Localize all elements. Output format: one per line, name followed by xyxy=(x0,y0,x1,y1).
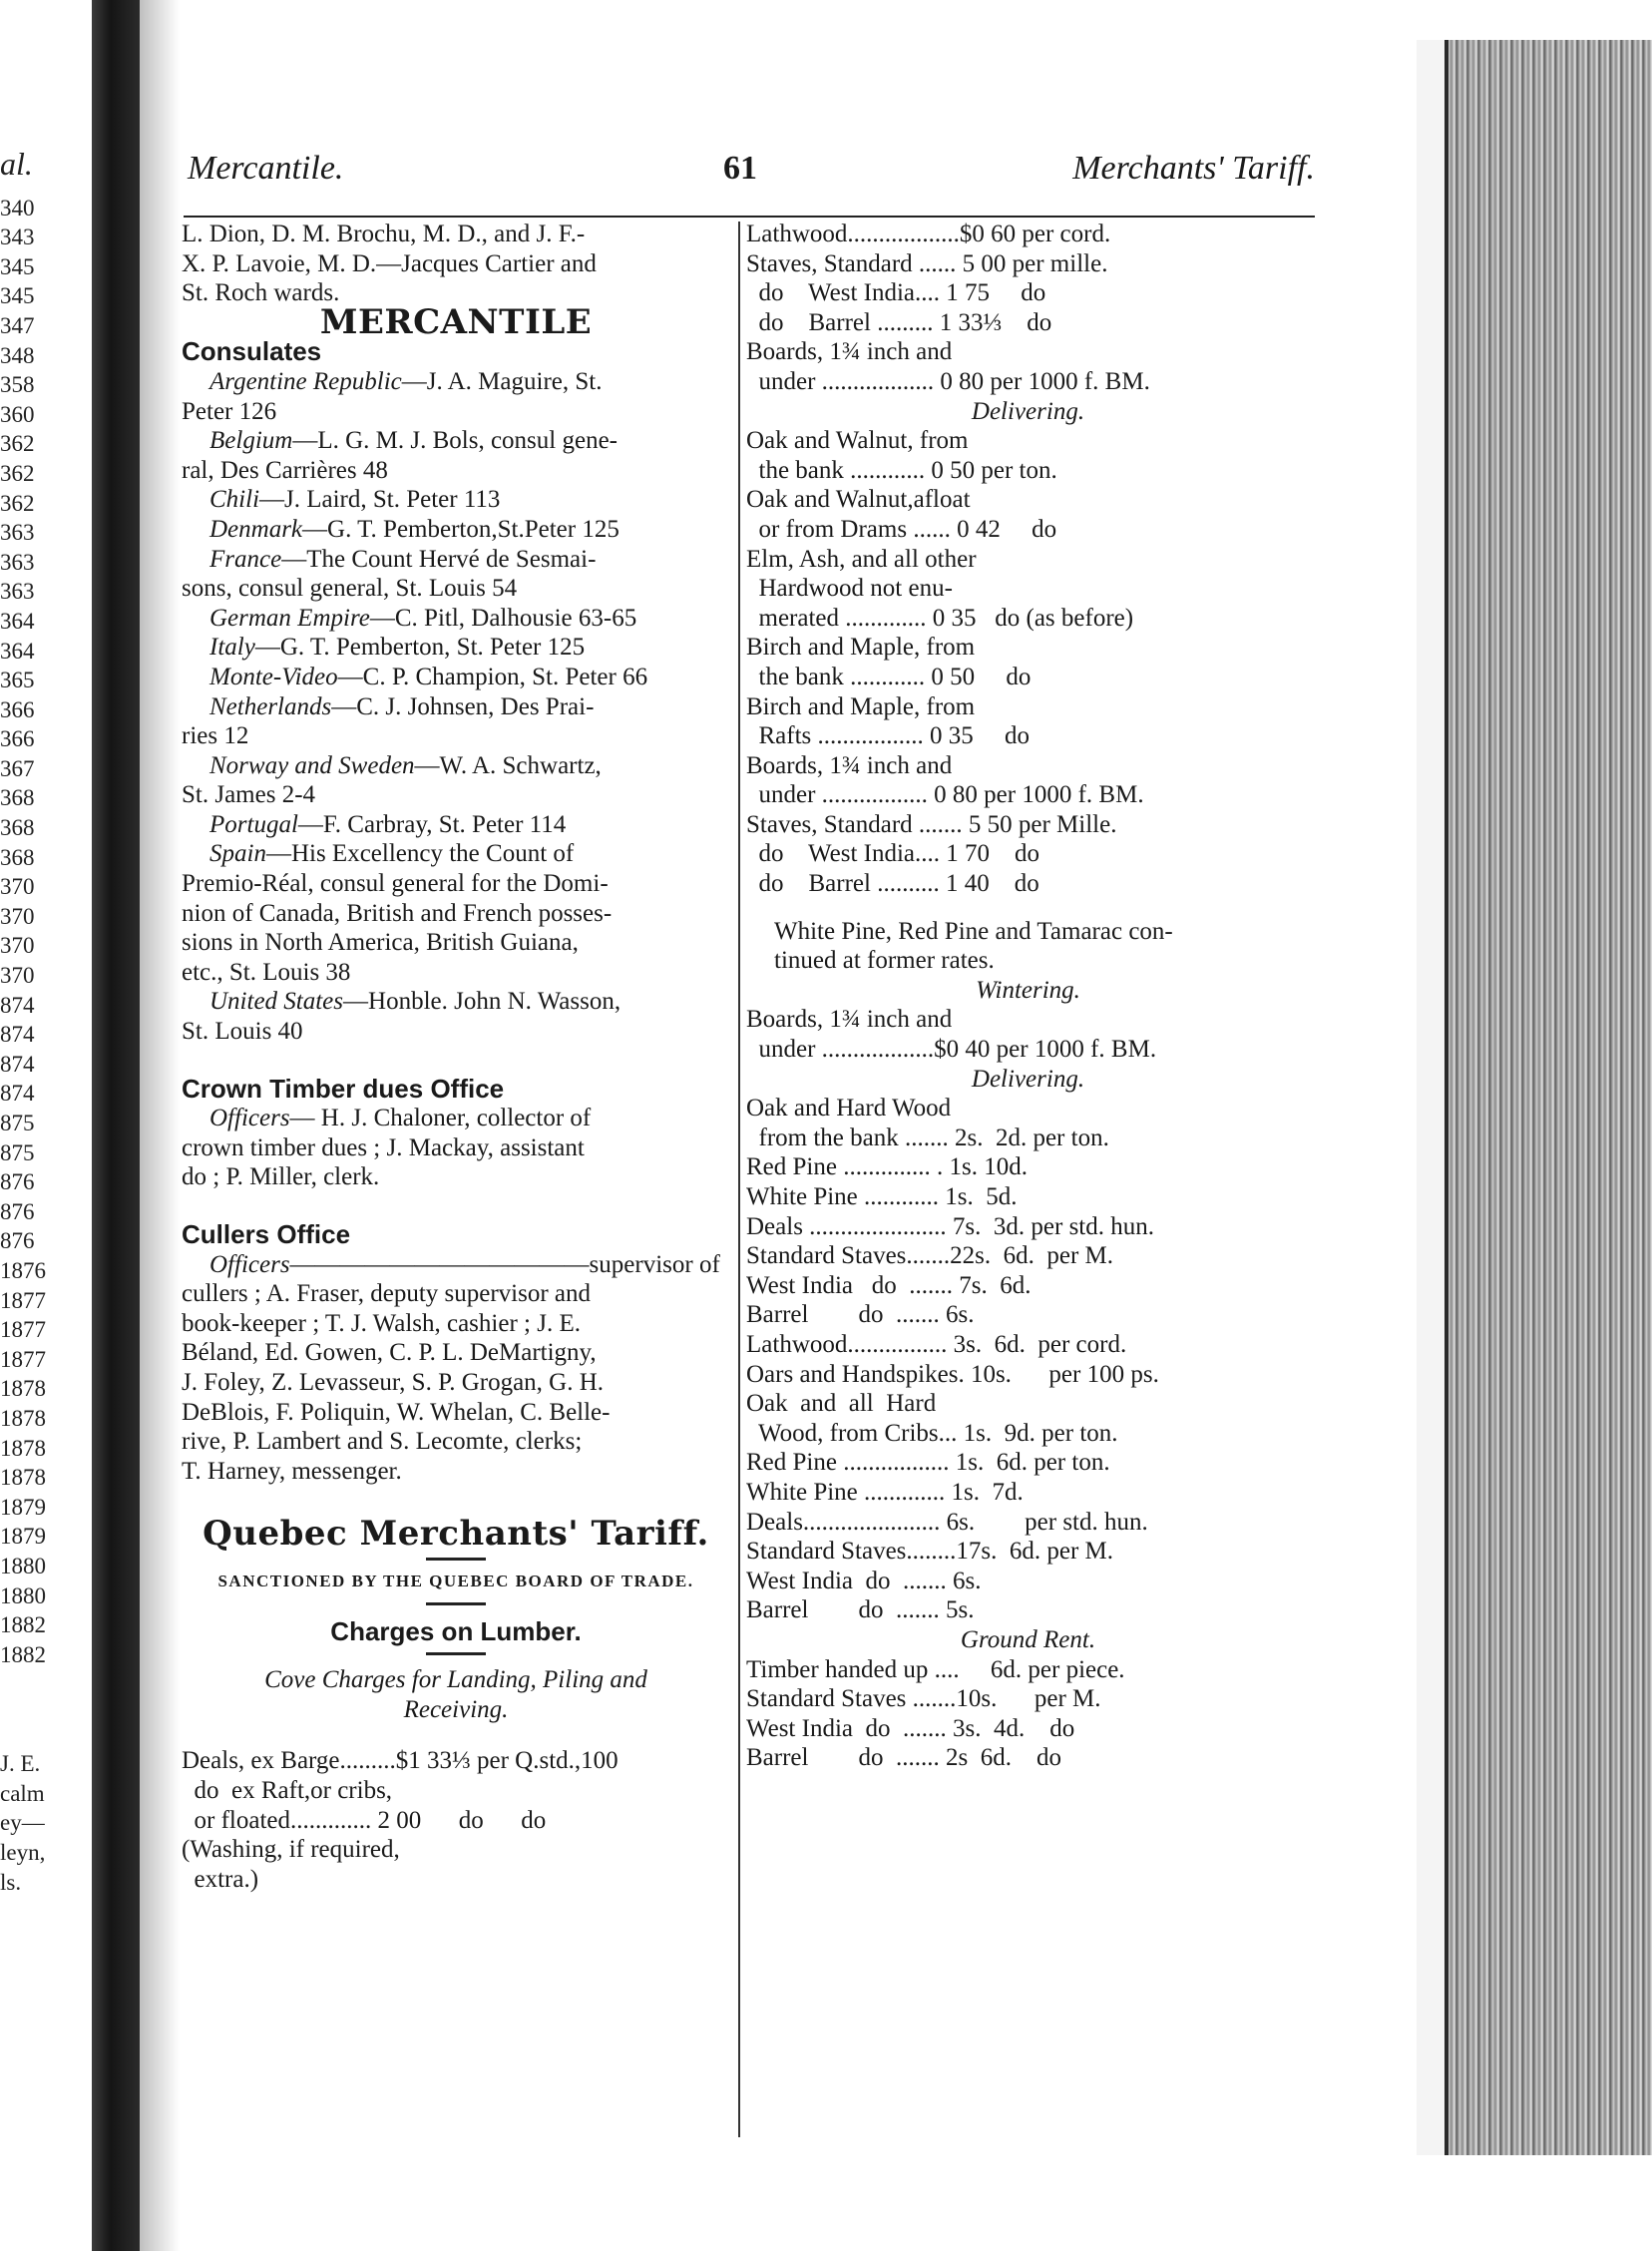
consulate-entry-text: —His Excellency the Count of xyxy=(265,840,575,868)
prev-page-number: 340 xyxy=(0,195,35,221)
prev-page-number: 1878 xyxy=(0,1405,46,1431)
page-number: 61 xyxy=(723,150,757,187)
pine-note xyxy=(746,917,1310,976)
consulate-entry-label: Chili xyxy=(209,486,260,514)
crown-timber-heading: Crown Timber dues Office xyxy=(182,1073,505,1104)
rate-row: Boards, 1¾ inch and xyxy=(746,751,953,779)
header-rule xyxy=(184,216,1315,218)
prev-page-number: 370 xyxy=(0,874,35,900)
rate-row: under ................. 0 80 per 1000 f. BM. xyxy=(746,781,1144,809)
prev-page-number: 370 xyxy=(0,963,35,989)
rate-row: merated ............. 0 35 do (as before) xyxy=(746,604,1134,632)
consulate-entry-label: Netherlands xyxy=(209,692,332,720)
crown-officer-line xyxy=(182,1104,730,1133)
crown-officer-line-text: crown timber dues ; J. Mackay, assistant xyxy=(182,1133,585,1161)
book-spine-shadow xyxy=(92,0,140,2251)
consulate-entry-label: Portugal xyxy=(209,810,298,838)
consulate-entry xyxy=(182,515,730,545)
consulate-entry-text: —J. Laird, St. Peter 113 xyxy=(259,486,501,514)
cullers-officer-line-text: J. Foley, Z. Levasseur, S. P. Grogan, G. H. xyxy=(182,1368,605,1396)
consulate-entry-label: Italy xyxy=(209,634,255,662)
rate-row: Red Pine .............. . 1s. 10d. xyxy=(746,1153,1028,1181)
cullers-officer-line-text: ————————————supervisor of xyxy=(289,1250,720,1278)
cullers-officer-line-text: Béland, Ed. Gowen, C. P. L. DeMartigny, xyxy=(182,1339,597,1367)
rate-row: Boards, 1¾ inch and xyxy=(746,1006,953,1034)
consulate-entry xyxy=(182,574,730,604)
prev-page-number: 1878 xyxy=(0,1376,46,1402)
prev-page-number: 876 xyxy=(0,1169,35,1195)
ground-rent-rates xyxy=(746,1655,1310,1773)
consulate-entry-text: —J. A. Maguire, St. xyxy=(401,367,603,395)
crown-officer-line-label: Officers xyxy=(209,1105,290,1132)
cove-row: Deals, ex Barge.........$1 33⅓ per Q.std.,100 xyxy=(182,1747,619,1775)
consulate-entry-text: —C. J. Johnsen, Des Prai- xyxy=(331,692,595,720)
rate-row: Red Pine ................. 1s. 6d. per ton. xyxy=(746,1449,1110,1477)
crown-officer-line-text: do ; P. Miller, clerk. xyxy=(182,1163,380,1191)
cullers-heading: Cullers Office xyxy=(182,1219,351,1249)
consulate-entry-text: sions in North America, British Guiana, xyxy=(182,929,579,957)
prev-page-number: 1877 xyxy=(0,1287,46,1313)
consulate-entry-text: ries 12 xyxy=(182,722,249,750)
rate-row: Oak and Hard Wood xyxy=(746,1095,952,1123)
intro-line: St. Roch wards. xyxy=(182,279,340,307)
consulate-entry-text: —C. Pitl, Dalhousie 63-65 xyxy=(369,604,637,632)
rate-row: Deals...................... 6s. per std. hun. xyxy=(746,1508,1148,1536)
cullers-officer-line xyxy=(182,1457,730,1487)
prev-page-number: 363 xyxy=(0,549,35,575)
cullers-officer-line xyxy=(182,1368,730,1398)
consulates-heading: Consulates xyxy=(182,336,322,367)
crown-officer-line xyxy=(182,1133,730,1163)
prev-page-number: 366 xyxy=(0,696,35,722)
prev-page-number: 366 xyxy=(0,726,35,752)
page-edges xyxy=(1445,40,1652,2155)
delivering-rates-2 xyxy=(746,1094,1310,1625)
prev-page-head: al. xyxy=(0,146,33,182)
delivering-heading-1: Delivering. xyxy=(971,397,1085,425)
rate-row: White Pine ............ 1s. 5d. xyxy=(746,1183,1018,1210)
prev-page-number: 1882 xyxy=(0,1612,46,1638)
prev-page-number: 370 xyxy=(0,903,35,929)
rate-row: Barrel do ....... 6s. xyxy=(746,1301,975,1329)
short-rule xyxy=(426,1602,486,1605)
consulate-entry xyxy=(182,899,730,929)
crown-officer-line-text: — H. J. Chaloner, collector of xyxy=(289,1105,592,1132)
rate-row: Lathwood..................$0 60 per cord. xyxy=(746,221,1111,247)
consulate-entry-text: —W. A. Schwartz, xyxy=(414,751,602,779)
prev-page-numbers xyxy=(0,194,60,1670)
consulate-entry-label: Norway and Sweden xyxy=(209,751,415,779)
rate-row: Wood, from Cribs... 1s. 9d. per ton. xyxy=(746,1419,1118,1447)
prev-page-tail-line: leyn, xyxy=(0,1840,46,1866)
prev-page-number: 367 xyxy=(0,755,35,781)
consulate-entry-text: St. Louis 40 xyxy=(182,1018,303,1046)
rate-row: under ..................$0 40 per 1000 f. BM. xyxy=(746,1036,1157,1064)
header-section: Mercantile. xyxy=(188,150,344,187)
cullers-officer-line xyxy=(182,1279,730,1309)
prev-page-tail xyxy=(0,1749,60,1897)
consulate-entry-text: —C. P. Champion, St. Peter 66 xyxy=(337,663,648,690)
delivering-rates-1 xyxy=(746,426,1310,899)
rate-row: do Barrel ......... 1 33⅓ do xyxy=(746,308,1052,336)
wintering-rates xyxy=(746,1005,1310,1064)
prev-page-number: 348 xyxy=(0,342,35,368)
consulate-entry-text: —F. Carbray, St. Peter 114 xyxy=(297,810,567,838)
consulate-entry xyxy=(182,633,730,663)
consulate-entry-text: —The Count Hervé de Sesmai- xyxy=(281,545,597,573)
consulate-entry xyxy=(182,1017,730,1047)
delivering-heading-2: Delivering. xyxy=(971,1065,1085,1093)
rate-row: Rafts ................. 0 35 do xyxy=(746,722,1031,750)
prev-page-number: 363 xyxy=(0,520,35,546)
prev-page-number: 368 xyxy=(0,785,35,811)
rate-row: the bank ............ 0 50 per ton. xyxy=(746,456,1057,484)
gutter-shadow xyxy=(140,0,180,2251)
prev-page-number: 345 xyxy=(0,283,35,309)
prev-page-number: 363 xyxy=(0,579,35,605)
sanctioned-line: SANCTIONED BY THE QUEBEC BOARD OF TRADE. xyxy=(217,1571,694,1590)
prev-page-tail-line: J. E. xyxy=(0,1751,41,1777)
consulate-entry xyxy=(182,780,730,810)
rate-row: Standard Staves.......22s. 6d. per M. xyxy=(746,1242,1114,1270)
prev-page-number: 368 xyxy=(0,815,35,841)
rate-row: White Pine ............. 1s. 7d. xyxy=(746,1478,1024,1506)
cove-title-line: Cove Charges for Landing, Piling and xyxy=(264,1666,647,1694)
consulate-entry xyxy=(182,928,730,958)
consulate-entry xyxy=(182,751,730,781)
cullers-officer-line-label: Officers xyxy=(209,1250,290,1278)
prev-page-tail-line: calm xyxy=(0,1780,45,1806)
prev-page-number: 1877 xyxy=(0,1346,46,1372)
rate-row: Elm, Ash, and all other xyxy=(746,545,977,573)
prev-page-tail-line: ls. xyxy=(0,1869,22,1895)
prev-page-number: 370 xyxy=(0,933,35,959)
cove-row: or floated............. 2 00 do do xyxy=(182,1806,547,1834)
cullers-officer-line xyxy=(182,1338,730,1368)
running-header xyxy=(170,150,1315,202)
prev-page-tail-line: ey— xyxy=(0,1810,45,1836)
ward-intro xyxy=(182,220,730,308)
prev-page-number: 364 xyxy=(0,638,35,664)
cullers-officer-line-text: DeBlois, F. Poliquin, W. Whelan, C. Belle- xyxy=(182,1398,611,1426)
consulate-entry-label: United States xyxy=(209,988,344,1016)
consulate-entry xyxy=(182,692,730,722)
rate-row: Barrel do ....... 5s. xyxy=(746,1596,975,1624)
consulate-entry-label: Monte-Video xyxy=(209,663,338,690)
rate-row: Oak and Walnut, from xyxy=(746,427,969,455)
cove-title-line: Receiving. xyxy=(403,1695,509,1723)
prev-page-number: 1880 xyxy=(0,1582,46,1608)
consulate-entry-label: Spain xyxy=(209,840,266,868)
consulate-entry-text: Peter 126 xyxy=(182,397,277,425)
prev-page-number: 1876 xyxy=(0,1257,46,1283)
consulate-entry xyxy=(182,839,730,869)
rate-row: or from Drams ...... 0 42 do xyxy=(746,515,1057,543)
left-column xyxy=(182,220,730,1894)
prev-page-number: 1877 xyxy=(0,1317,46,1343)
page-margin-right xyxy=(1417,40,1445,2155)
consulate-entry-text: —L. G. M. J. Bols, consul gene- xyxy=(292,427,618,455)
consulate-entry xyxy=(182,397,730,427)
prev-page-number: 343 xyxy=(0,225,35,250)
column-divider xyxy=(738,222,740,2137)
rate-row: Standard Staves........17s. 6d. per M. xyxy=(746,1538,1114,1566)
consulate-entry-label: France xyxy=(209,545,282,573)
consulate-entry-text: ral, Des Carrières 48 xyxy=(182,456,388,484)
prev-page-number: 364 xyxy=(0,608,35,634)
rate-row: Deals ...................... 7s. 3d. per std. hun. xyxy=(746,1212,1154,1240)
rate-row: Boards, 1¾ inch and xyxy=(746,338,953,366)
rate-row: Oak and Walnut,afloat xyxy=(746,486,971,514)
prev-page-number: 875 xyxy=(0,1111,35,1135)
rate-row: do West India.... 1 75 do xyxy=(746,279,1046,307)
consulate-entry xyxy=(182,987,730,1017)
consulate-entry-text: etc., St. Louis 38 xyxy=(182,958,351,986)
consulate-entry-label: Argentine Republic xyxy=(209,367,402,395)
rate-row: the bank ............ 0 50 do xyxy=(746,663,1032,690)
consulate-entry xyxy=(182,604,730,634)
rate-row: West India do ....... 3s. 4d. do xyxy=(746,1714,1075,1742)
cullers-officers xyxy=(182,1250,730,1487)
rate-row: Birch and Maple, from xyxy=(746,692,976,720)
rate-row: from the bank ....... 2s. 2d. per ton. xyxy=(746,1124,1109,1151)
rate-row: Barrel do ....... 2s 6d. do xyxy=(746,1744,1061,1772)
prev-page-number: 365 xyxy=(0,668,35,693)
header-title: Merchants' Tariff. xyxy=(1072,150,1315,187)
cullers-officer-line-text: rive, P. Lambert and S. Lecomte, clerks; xyxy=(182,1428,583,1456)
prev-page-number: 347 xyxy=(0,312,35,338)
rate-row: Oars and Handspikes. 10s. per 100 ps. xyxy=(746,1360,1159,1388)
previous-page-fragment xyxy=(0,146,60,1897)
prev-page-number: 362 xyxy=(0,431,35,457)
prev-page-number: 360 xyxy=(0,401,35,427)
consulate-entry xyxy=(182,485,730,515)
prev-page-number: 874 xyxy=(0,1022,35,1048)
right-column xyxy=(746,220,1310,1773)
cullers-officer-line-text: book-keeper ; T. J. Walsh, cashier ; J. E. xyxy=(182,1309,581,1337)
cove-row: extra.) xyxy=(182,1865,259,1893)
cullers-officer-line xyxy=(182,1309,730,1339)
prev-page-number: 362 xyxy=(0,460,35,486)
prev-page-number: 1880 xyxy=(0,1553,46,1578)
ground-rent-heading: Ground Rent. xyxy=(960,1625,1096,1653)
cove-charges-heading xyxy=(182,1665,730,1724)
crown-officer-line xyxy=(182,1162,730,1192)
consulate-entry-label: Belgium xyxy=(209,427,293,455)
prev-page-number: 1882 xyxy=(0,1641,46,1667)
rate-row: Timber handed up .... 6d. per piece. xyxy=(746,1655,1125,1683)
rate-row: do West India.... 1 70 do xyxy=(746,840,1040,868)
consulate-entry xyxy=(182,663,730,692)
rate-row: Birch and Maple, from xyxy=(746,634,976,662)
cullers-officer-line xyxy=(182,1398,730,1428)
cove-row: (Washing, if required, xyxy=(182,1836,400,1864)
rate-row: Staves, Standard ....... 5 50 per Mille. xyxy=(746,810,1117,838)
cove-charges-rows xyxy=(182,1746,730,1894)
consulates-list xyxy=(182,367,730,1047)
prev-page-number: 876 xyxy=(0,1228,35,1254)
cullers-officer-line-text: T. Harney, messenger. xyxy=(182,1457,402,1485)
rate-row: Hardwood not enu- xyxy=(746,575,953,603)
consulate-entry xyxy=(182,810,730,840)
rate-row: West India do ....... 7s. 6d. xyxy=(746,1271,1032,1299)
prev-page-number: 1878 xyxy=(0,1435,46,1461)
short-rule xyxy=(426,1652,486,1655)
prev-page-number: 1878 xyxy=(0,1465,46,1491)
consulate-entry-text: Premio-Réal, consul general for the Domi- xyxy=(182,870,609,898)
charges-heading: Charges on Lumber. xyxy=(330,1615,582,1646)
prev-page-number: 874 xyxy=(0,1051,35,1077)
rate-row: Standard Staves .......10s. per M. xyxy=(746,1685,1101,1713)
prev-page-number: 874 xyxy=(0,1081,35,1107)
rate-row: Oak and all Hard xyxy=(746,1390,937,1418)
prev-page-number: 874 xyxy=(0,992,35,1018)
consulate-entry xyxy=(182,545,730,575)
rate-row: West India do ....... 6s. xyxy=(746,1567,982,1594)
consulate-entry xyxy=(182,367,730,397)
prev-page-number: 876 xyxy=(0,1198,35,1224)
consulate-entry-text: —Honble. John N. Wasson, xyxy=(343,988,621,1016)
rates-top xyxy=(746,220,1310,397)
pine-note-line: tinued at former rates. xyxy=(774,947,995,975)
rate-row: under .................. 0 80 per 1000 f. BM. xyxy=(746,367,1150,395)
consulate-entry-label: German Empire xyxy=(209,604,370,632)
cove-row: do ex Raft,or cribs, xyxy=(182,1776,393,1804)
prev-page-number: 345 xyxy=(0,253,35,279)
rate-row: Lathwood................ 3s. 6d. per cord. xyxy=(746,1330,1127,1358)
cullers-officer-line-text: cullers ; A. Fraser, deputy supervisor and xyxy=(182,1280,592,1308)
prev-page-number: 875 xyxy=(0,1139,35,1165)
pine-note-line: White Pine, Red Pine and Tamarac con- xyxy=(774,917,1173,945)
prev-page-number: 1879 xyxy=(0,1524,46,1550)
consulate-entry xyxy=(182,426,730,456)
cullers-officer-line xyxy=(182,1250,730,1280)
consulate-entry-text: nion of Canada, British and French posses- xyxy=(182,899,613,927)
consulate-entry xyxy=(182,869,730,899)
cullers-officer-line xyxy=(182,1427,730,1457)
consulate-entry-text: —G. T. Pemberton,St.Peter 125 xyxy=(302,515,620,543)
tariff-heading: Quebec Merchants' Tariff. xyxy=(203,1514,709,1555)
consulate-entry xyxy=(182,958,730,988)
prev-page-number: 368 xyxy=(0,844,35,870)
consulate-entry-text: —G. T. Pemberton, St. Peter 125 xyxy=(254,634,586,662)
consulate-entry-label: Denmark xyxy=(209,515,303,543)
prev-page-number: 358 xyxy=(0,372,35,398)
consulate-entry-text: sons, consul general, St. Louis 54 xyxy=(182,575,518,603)
consulate-entry xyxy=(182,721,730,751)
short-rule xyxy=(426,1558,486,1561)
intro-line: X. P. Lavoie, M. D.—Jacques Cartier and xyxy=(182,249,597,277)
mercantile-heading: MERCANTILE xyxy=(319,301,593,342)
wintering-heading: Wintering. xyxy=(976,976,1080,1004)
consulate-entry-text: St. James 2-4 xyxy=(182,781,316,809)
rate-row: do Barrel .......... 1 40 do xyxy=(746,870,1039,898)
consulate-entry xyxy=(182,456,730,486)
crown-timber-officers xyxy=(182,1104,730,1192)
prev-page-number: 362 xyxy=(0,490,35,516)
rate-row: Staves, Standard ...... 5 00 per mille. xyxy=(746,249,1108,277)
prev-page-number: 1879 xyxy=(0,1494,46,1520)
intro-line: L. Dion, D. M. Brochu, M. D., and J. F.- xyxy=(182,221,586,247)
